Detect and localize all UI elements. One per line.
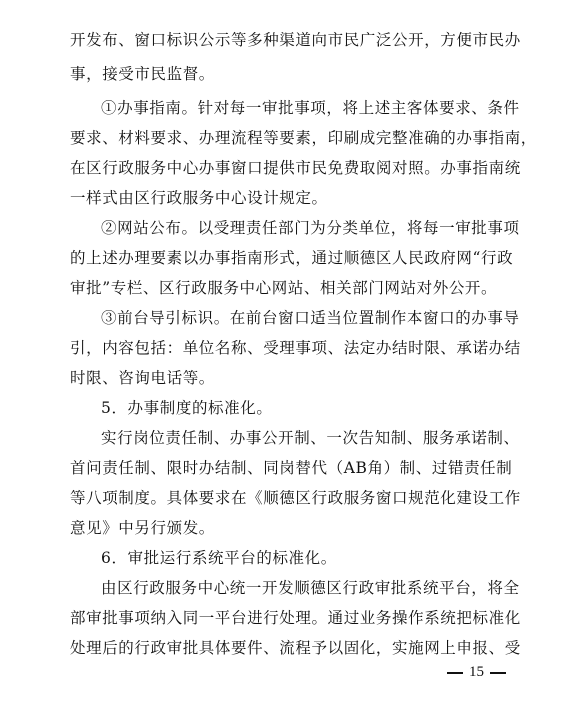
text-line: 要求、材料要求、办理流程等要素，印刷成完整准确的办事指南，: [70, 129, 537, 147]
text-line: ①办事指南。针对每一审批事项，将上述主客体要求、条件: [101, 99, 520, 117]
page-number: [441, 662, 512, 682]
text-line: 处理后的行政审批具体要件、流程予以固化，实施网上申报、受: [70, 639, 521, 657]
section-heading: 6．审批运行系统平台的标准化。: [101, 549, 337, 567]
text-line: 部审批事项纳入同一平台进行处理。通过业务操作系统把标准化: [70, 609, 521, 627]
text-line: 在区行政服务中心办事窗口提供市民免费取阅对照。办事指南统: [70, 159, 521, 177]
text-line: 由区行政服务中心统一开发顺德区行政审批系统平台，将全: [101, 579, 520, 597]
text-line: 实行岗位责任制、办事公开制、一次告知制、服务承诺制、: [101, 429, 520, 447]
text-line: 审批”专栏、区行政服务中心网站、相关部门网站对外公开。: [70, 279, 498, 297]
text-line: 事，接受市民监督。: [70, 65, 215, 83]
text-line: ②网站公布。以受理责任部门为分类单位，将每一审批事项: [101, 219, 520, 237]
text-line: 开发布、窗口标识公示等多种渠道向市民广泛公开，方便市民办: [70, 31, 521, 49]
text-line: 时限、咨询电话等。: [70, 369, 215, 387]
text-line: 意见》中另行颁发。: [70, 519, 215, 537]
text-line: 一样式由区行政服务中心设计规定。: [70, 189, 328, 207]
section-heading: 5．办事制度的标准化。: [101, 399, 273, 417]
text-line: 的上述办理要素以办事指南形式，通过顺德区人民政府网“行政: [70, 249, 514, 267]
text-line: 等八项制度。具体要求在《顺德区行政服务窗口规范化建设工作: [70, 489, 521, 507]
dash-right: [490, 672, 506, 674]
text-line: 首问责任制、限时办结制、同岗替代（AB角）制、过错责任制: [70, 459, 513, 477]
text-line: 引，内容包括：单位名称、受理事项、法定办结时限、承诺办结: [70, 339, 521, 357]
text-line: ③前台导引标识。在前台窗口适当位置制作本窗口的办事导: [101, 309, 520, 327]
page-number-value: 15: [469, 664, 484, 680]
dash-left: [447, 672, 463, 674]
